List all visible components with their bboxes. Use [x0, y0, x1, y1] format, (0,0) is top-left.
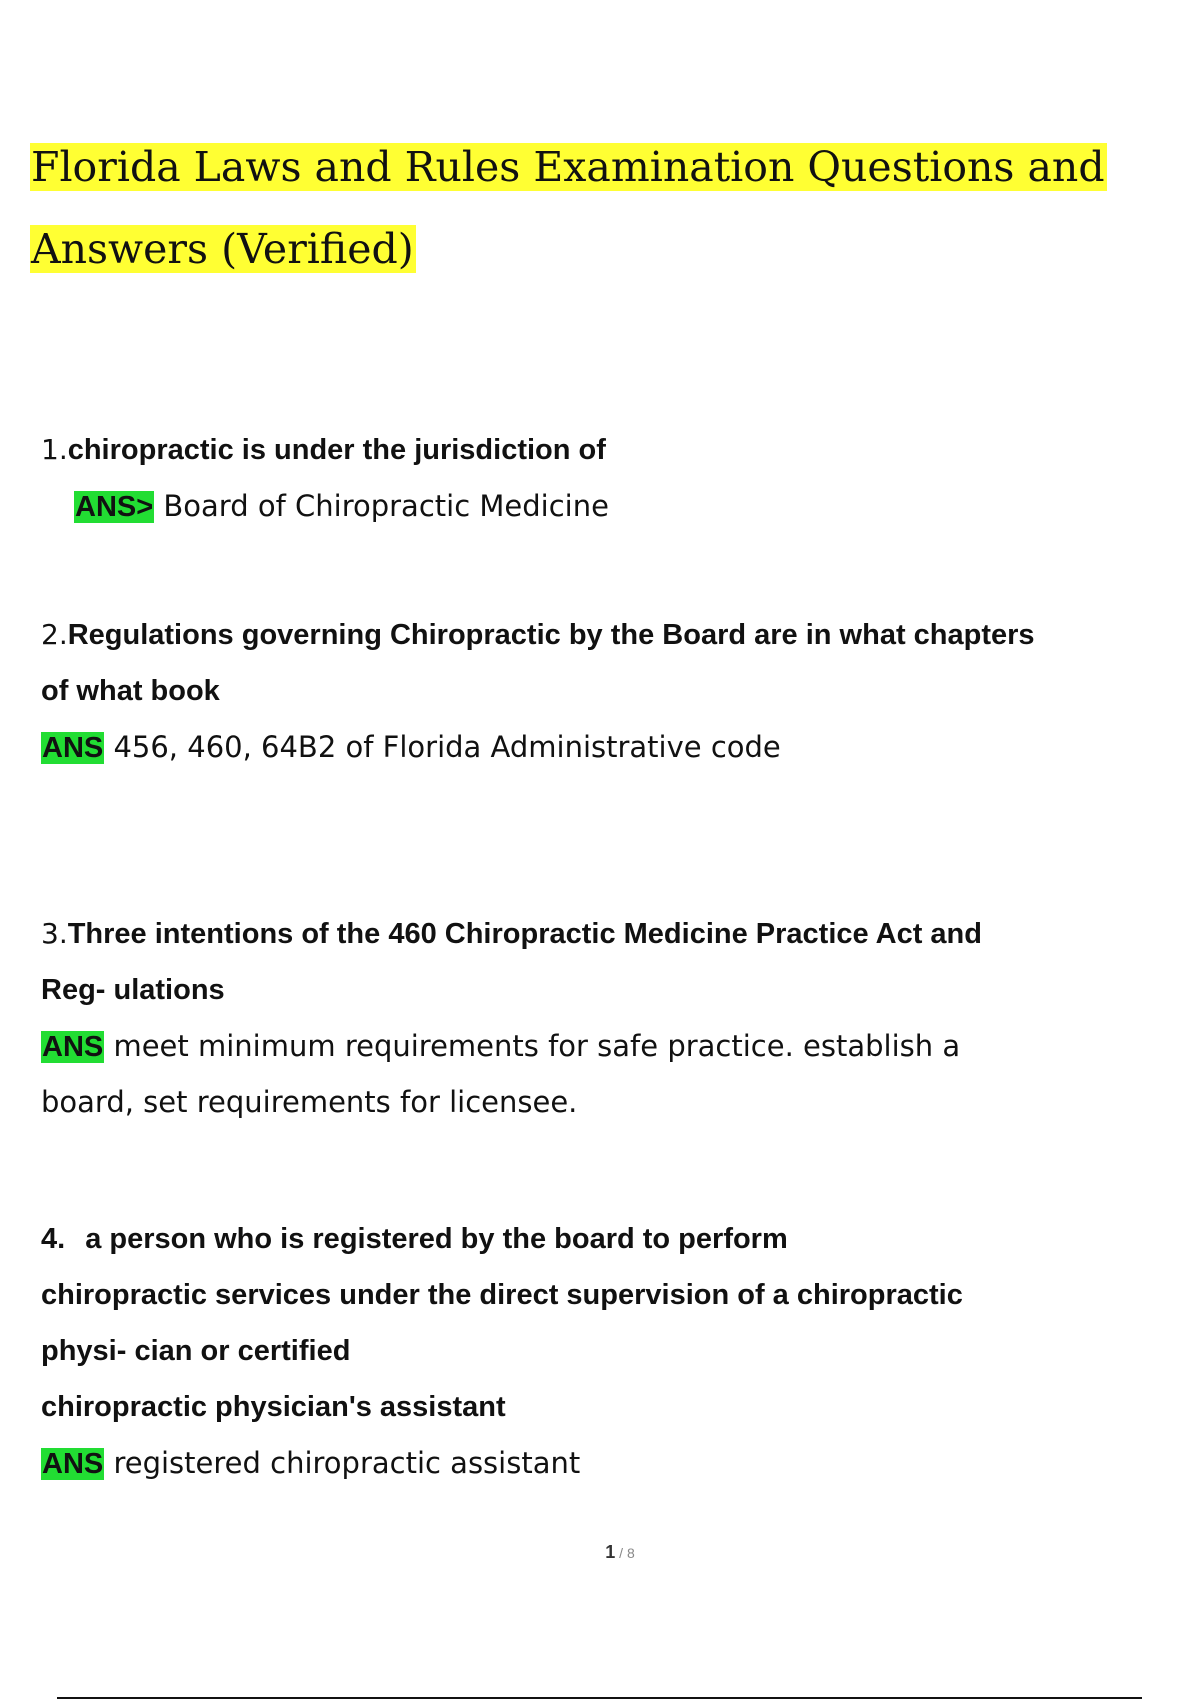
question-line: a person who is registered by the board to perform [85, 1223, 788, 1255]
page-number [0, 1542, 1200, 1563]
answer-line: registered chiropractic assistant [104, 1446, 581, 1480]
answer-line: board, set requirements for licensee. [41, 1085, 578, 1119]
document-title [30, 126, 1170, 290]
answer-line: Board of Chiropractic Medicine [154, 489, 609, 523]
question-number: 3. [41, 917, 68, 950]
page-total: 8 [626, 1545, 635, 1561]
bottom-divider [57, 1697, 1142, 1699]
question-line: Reg- ulations [41, 974, 225, 1006]
question-text-cont [41, 663, 1161, 719]
question-line: Three intentions of the 460 Chiropractic Medicine Practice Act and [67, 918, 982, 950]
question-text-cont [41, 1379, 1161, 1435]
answer [41, 1435, 1161, 1491]
page-current: 1 [605, 1542, 616, 1562]
question-number: 4. [41, 1223, 66, 1255]
answer-tag: ANS [42, 1031, 104, 1063]
answer [41, 1018, 1161, 1074]
question-line: of what book [41, 675, 220, 707]
question-line: Regulations governing Chiropractic by the Board are in what chapters [67, 619, 1035, 651]
question-1 [41, 422, 1161, 534]
question-text-cont [41, 1323, 1161, 1379]
question-text-cont [41, 962, 1161, 1018]
answer-line: meet minimum requirements for safe practice. establish a [104, 1029, 961, 1063]
question-text [41, 906, 1161, 962]
question-number: 1. [41, 433, 68, 466]
question-line: chiropractic physician's assistant [41, 1391, 506, 1423]
answer-tag: ANS [42, 1448, 104, 1480]
answer [41, 719, 1161, 775]
answer-line: 456, 460, 64B2 of Florida Administrative code [104, 730, 781, 764]
question-text-cont [41, 1267, 1161, 1323]
question-number: 2. [41, 618, 68, 651]
question-2 [41, 607, 1161, 775]
title-line-1: Florida Laws and Rules Examination Questions and [31, 143, 1105, 191]
question-text [41, 1211, 1161, 1267]
answer-tag: ANS [42, 732, 104, 764]
answer-tag: ANS> [75, 491, 154, 523]
title-line-2: Answers (Verified) [31, 225, 414, 273]
answer-cont [41, 1074, 1161, 1130]
question-text [41, 607, 1161, 663]
question-line: physi- cian or certified [41, 1335, 351, 1367]
answer [41, 478, 1161, 534]
page-separator: / [615, 1545, 627, 1561]
question-text [41, 422, 1161, 478]
question-line: chiropractic services under the direct supervision of a chiropractic [41, 1279, 963, 1311]
question-line: chiropractic is under the jurisdiction of [67, 434, 606, 466]
question-3 [41, 906, 1161, 1130]
question-4 [41, 1211, 1161, 1491]
